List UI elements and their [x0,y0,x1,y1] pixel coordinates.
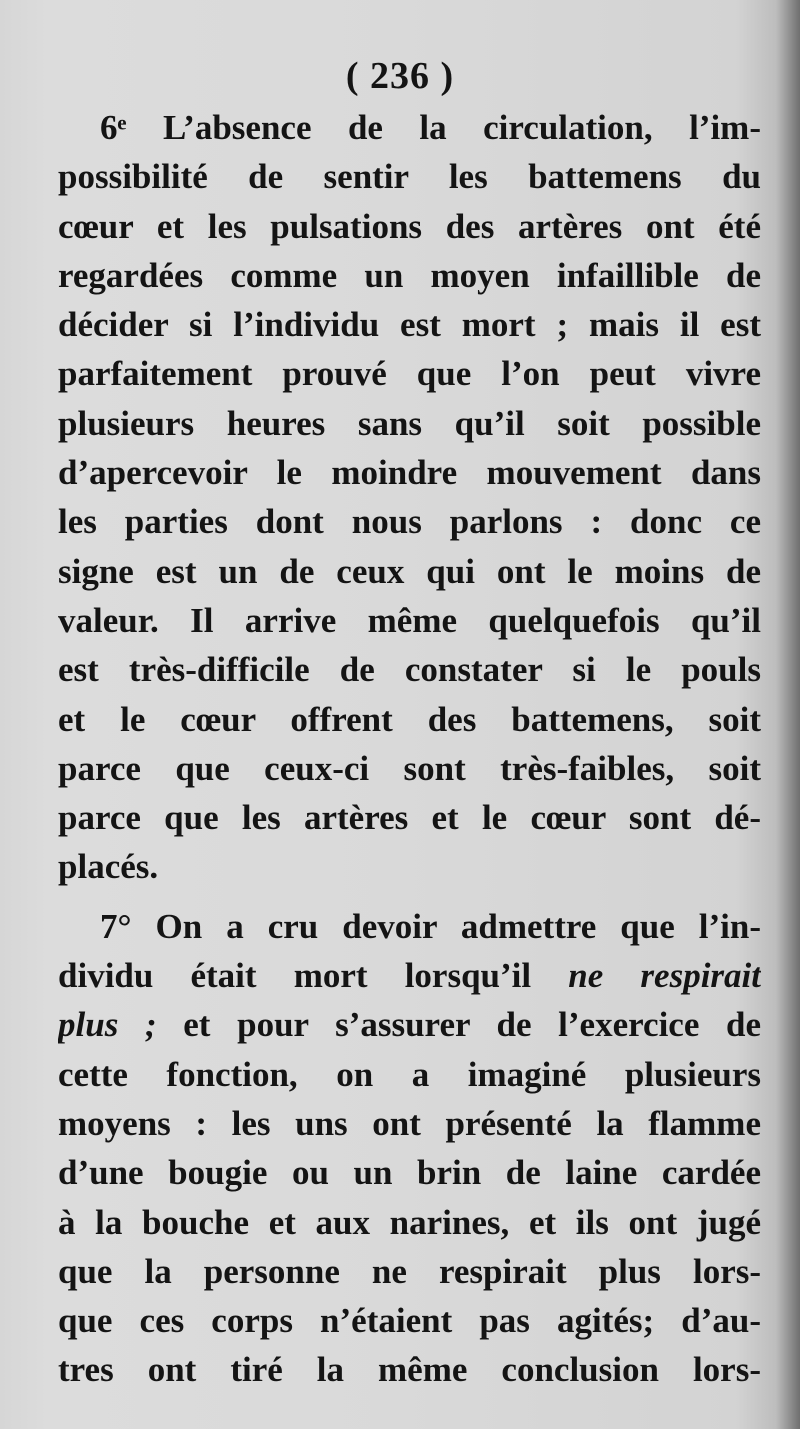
text-line: parce que ceux-ci sont très-faibles, soit [58,748,761,788]
text-line: d’apercevoir le moindre mouvement dans [58,453,761,493]
text-line: parfaitement prouvé que l’on peut vivre [58,354,761,394]
text-line [58,1000,761,1049]
italic-phrase: ne respirait [568,956,761,996]
text-line: placés. [58,847,159,887]
text-span: et pour s’assurer de l’exercice de [183,1005,761,1045]
page-text [58,103,761,1395]
paragraph-7 [58,902,761,1395]
text-line: plusieurs heures sans qu’il soit possible [58,403,761,443]
text-line: 7° On a cru devoir admettre que l’in- [100,906,761,946]
text-line: tres ont tiré la même conclusion lors- [58,1350,761,1390]
text-line: à la bouche et aux narines, et ils ont jugé [58,1202,761,1242]
text-line: signe est un de ceux qui ont le moins de [58,551,761,591]
text-line: décider si l’individu est mort ; mais il est [58,305,761,345]
text-line: les parties dont nous parlons : donc ce [58,502,761,542]
text-line: valeur. Il arrive même quelquefois qu’il [58,600,761,640]
paragraph-6 [58,103,761,892]
text-line: que la personne ne respirait plus lors- [58,1251,761,1291]
text-line: et le cœur offrent des battemens, soit [58,699,761,739]
text-line: 6ᵉ L’absence de la circulation, l’im- [100,108,761,147]
italic-phrase: plus ; [58,1005,157,1045]
text-line: regardées comme un moyen infaillible de [58,255,761,295]
text-line: que ces corps n’étaient pas agités; d’au- [58,1301,761,1341]
text-line: parce que les artères et le cœur sont dé- [58,798,761,838]
text-line: cœur et les pulsations des artères ont été [58,206,761,246]
text-span: dividu était mort lorsqu’il [58,956,532,996]
text-line: possibilité de sentir les battemens du [58,157,761,197]
page-number: ( 236 ) [345,55,455,97]
text-line: d’une bougie ou un brin de laine cardée [58,1153,761,1193]
text-line [58,951,761,1000]
text-line: est très-difficile de constater si le pouls [58,650,761,690]
text-line: moyens : les uns ont présenté la flamme [58,1103,761,1143]
text-line: cette fonction, on a imaginé plusieurs [58,1054,761,1094]
